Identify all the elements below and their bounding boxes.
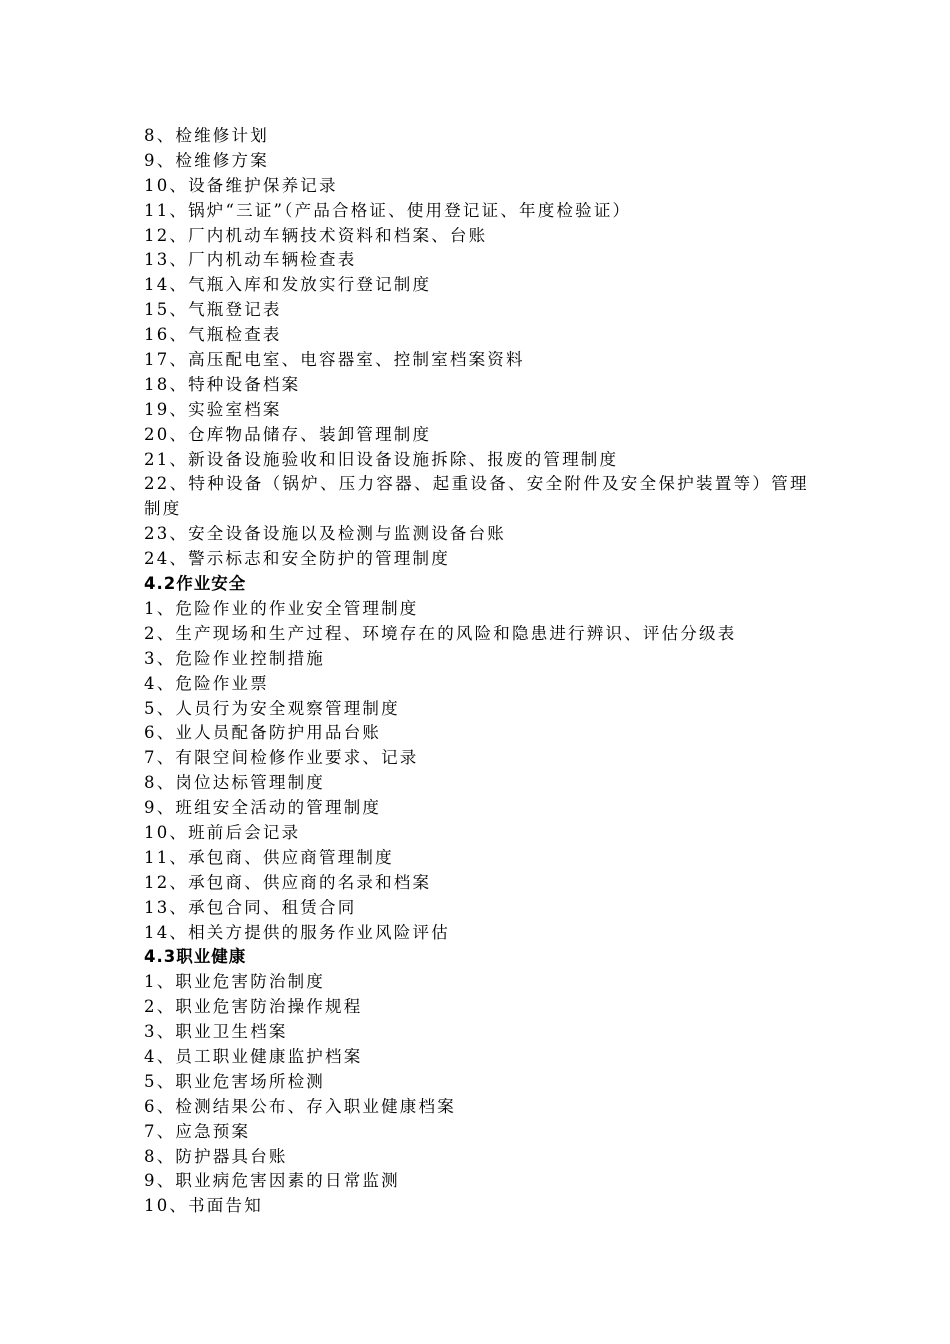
list-item: 10、书面告知 [144, 1196, 263, 1216]
list-item: 2、职业危害防治操作规程 [144, 997, 363, 1017]
list-item: 9、职业病危害因素的日常监测 [144, 1171, 400, 1191]
list-item: 11、锅炉“三证”（产品合格证、使用登记证、年度检验证） [144, 200, 632, 220]
list-item: 16、气瓶检查表 [144, 325, 282, 345]
section-heading-4-3: 4.3职业健康 [144, 947, 247, 967]
list-item: 12、承包商、供应商的名录和档案 [144, 872, 432, 892]
list-item: 8、检维修计划 [144, 126, 269, 145]
list-item: 6、业人员配备防护用品台账 [144, 723, 382, 743]
list-item: 3、危险作业控制措施 [144, 648, 325, 668]
list-item: 17、高压配电室、电容器室、控制室档案资料 [144, 350, 525, 370]
list-item: 18、特种设备档案 [144, 374, 301, 394]
list-item: 19、实验室档案 [144, 399, 282, 419]
section-4-3-list [144, 970, 824, 1219]
list-item: 21、新设备设施验收和旧设备设施拆除、报废的管理制度 [144, 449, 619, 469]
section-heading-4-2: 4.2作业安全 [144, 574, 247, 594]
list-item: 8、岗位达标管理制度 [144, 773, 325, 793]
list-item: 12、厂内机动车辆技术资料和档案、台账 [144, 225, 488, 245]
list-item: 1、危险作业的作业安全管理制度 [144, 598, 419, 618]
list-item: 10、班前后会记录 [144, 822, 301, 842]
list-item: 2、生产现场和生产过程、环境存在的风险和隐患进行辨识、评估分级表 [144, 623, 737, 643]
list-item: 22、特种设备（锅炉、压力容器、起重设备、安全附件及安全保护装置等）管理制度 [144, 474, 809, 519]
section-4-1-list [144, 124, 824, 572]
list-item: 5、职业危害场所检测 [144, 1071, 325, 1091]
list-item: 9、检维修方案 [144, 150, 269, 170]
list-item: 14、气瓶入库和发放实行登记制度 [144, 275, 432, 295]
list-item: 13、承包合同、租赁合同 [144, 897, 357, 917]
list-item: 24、警示标志和安全防护的管理制度 [144, 549, 450, 569]
list-item: 14、相关方提供的服务作业风险评估 [144, 922, 450, 942]
list-item: 11、承包商、供应商管理制度 [144, 847, 394, 867]
list-item: 15、气瓶登记表 [144, 300, 282, 320]
list-item: 4、员工职业健康监护档案 [144, 1046, 363, 1066]
list-item: 3、职业卫生档案 [144, 1022, 288, 1042]
list-item: 7、应急预案 [144, 1121, 251, 1141]
list-item: 5、人员行为安全观察管理制度 [144, 698, 400, 718]
list-item: 10、设备维护保养记录 [144, 175, 338, 195]
list-item: 8、防护器具台账 [144, 1146, 288, 1166]
section-4-2-list [144, 597, 824, 945]
list-item: 23、安全设备设施以及检测与监测设备台账 [144, 524, 506, 544]
list-item: 13、厂内机动车辆检查表 [144, 250, 357, 270]
list-item: 20、仓库物品储存、装卸管理制度 [144, 424, 432, 444]
list-item: 1、职业危害防治制度 [144, 972, 325, 992]
list-item: 6、检测结果公布、存入职业健康档案 [144, 1096, 456, 1116]
list-item: 4、危险作业票 [144, 673, 269, 693]
document-page [144, 124, 824, 1219]
list-item: 7、有限空间检修作业要求、记录 [144, 748, 419, 768]
list-item: 9、班组安全活动的管理制度 [144, 798, 382, 818]
